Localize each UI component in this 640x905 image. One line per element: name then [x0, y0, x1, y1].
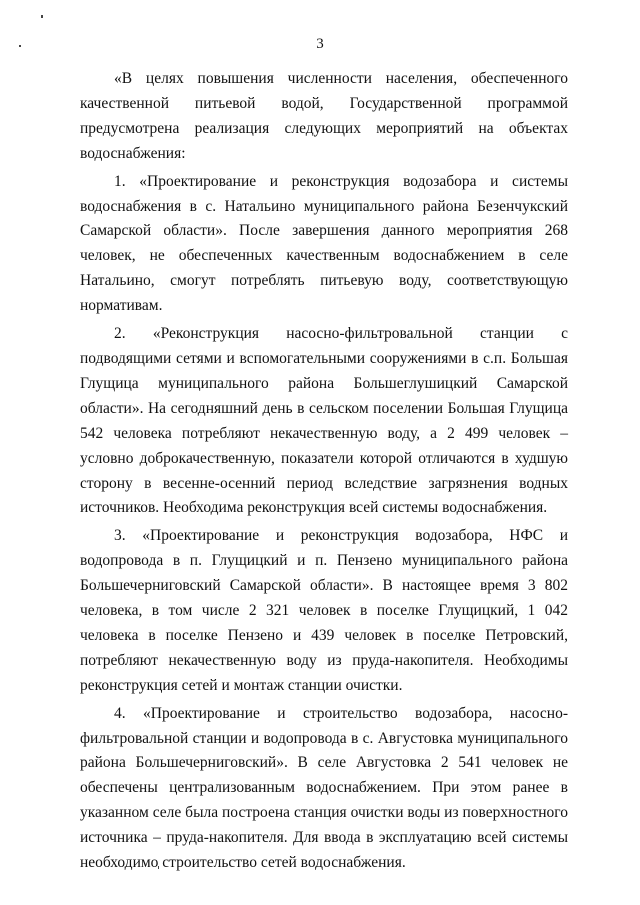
- item-4-paragraph: 4. «Проектирование и строительство водозабора, насосно-фильтровальной станции и водопровода в с. Августовка муниципального района Большечерниговский». В селе Августовка 2 541 человек не обеспечены централизованным водоснабжением. При этом ранее в указанном селе была построена станция очистки воды из поверхностного источника – пруда-накопителя. Для ввода в эксплуатацию всей системы необходимо строительство сетей водоснабжения.: [80, 704, 568, 872]
- item-2-paragraph: 2. «Реконструкция насосно-фильтровальной станции с подводящими сетями и вспомогательными сооружениями в с.п. Большая Глущица муниципального района Большеглушицкий Самарской области». На сегодняшний день в сельском поселении Большая Глущица 542 человека потребляют некачественную воду, а 2 499 человек – условно доброкачественную, показатели которой отличаются в худшую сторону в весенне-осенний период вследствие загрязнения водных источников. Необходима реконструкция всей системы водоснабжения.: [80, 325, 568, 517]
- intro-paragraph: «В целях повышения численности населения, обеспеченного качественной питьевой водой, Государственной программой предусмотрена реализация следующих мероприятий на объектах водоснабжения:: [80, 70, 568, 162]
- document-body: [80, 67, 568, 879]
- item-1-paragraph: 1. «Проектирование и реконструкция водозабора и системы водоснабжения в с. Натальино муниципального района Безенчукский Самарской области». После завершения данного мероприятия 268 человек, не обеспеченных качественным водоснабжением в селе Натальино, смогут потреблять питьевую воду, соответствующую нормативам.: [80, 172, 568, 315]
- page-number: 3: [316, 36, 324, 52]
- scan-speck: [41, 15, 43, 18]
- item-3-paragraph: 3. «Проектирование и реконструкция водозабора, НФС и водопровода в п. Глущицкий и п. Пензено муниципального района Большечерниговский Самарской области». В настоящее время 3 802 человека, в том числе 2 321 человек в поселке Глущицкий, 1 042 человека в поселке Пензено и 439 человек в поселке Петровский, потребляют некачественную воду из пруда-накопителя. Необходимы реконструкция сетей и монтаж станции очистки.: [80, 527, 568, 694]
